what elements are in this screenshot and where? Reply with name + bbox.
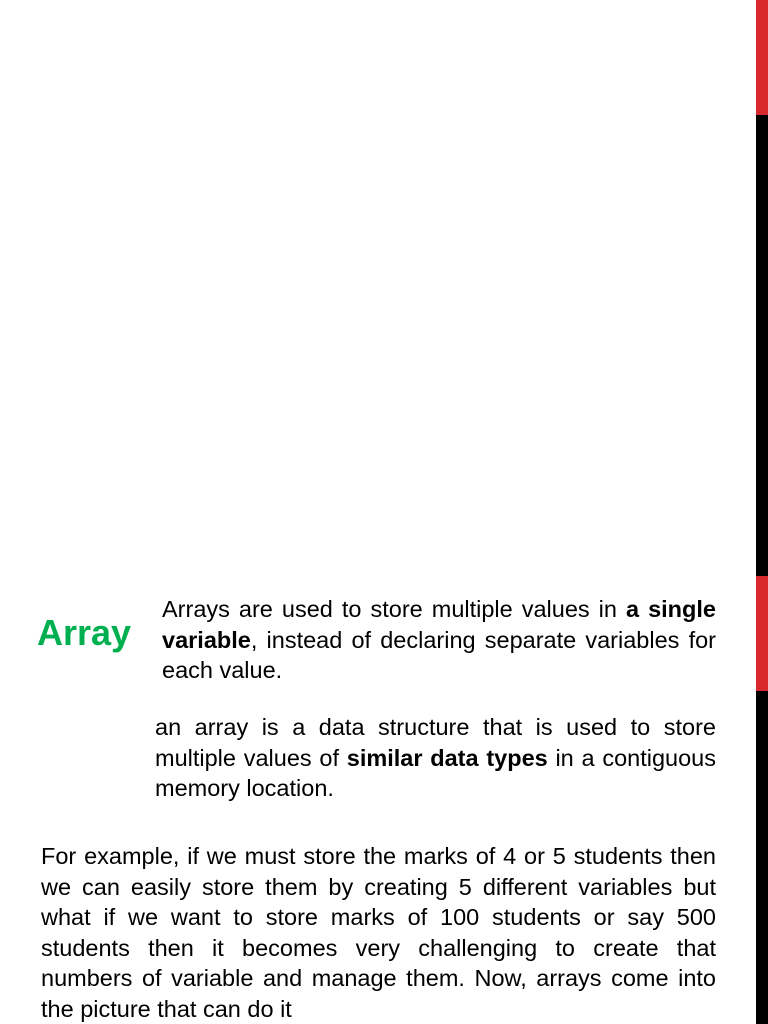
definition-paragraph-1 — [162, 594, 716, 686]
edge-bar-red-middle — [756, 576, 768, 691]
definition-paragraph-2 — [155, 712, 716, 804]
edge-bar-black-lower — [756, 691, 768, 1024]
definition-1-bold-phrase: a single variable — [162, 596, 716, 653]
definition-2-text-after: in a contiguous memory location. — [155, 744, 716, 802]
example-paragraph: For example, if we must store the marks of 4 or 5 students then we can easily store them by creating 5 different variables but what if we want to store marks of 100 students or say 500 students then it becomes very challenging to create that numbers of variable and manage them. Now, arrays come into the picture that can do it — [41, 843, 716, 1022]
definition-2-text-before: an array is a data structure that is used to store multiple values of — [155, 714, 716, 771]
definition-1-text-after: , instead of declaring separate variables for each value. — [162, 626, 716, 684]
section-heading: Array — [37, 612, 132, 653]
edge-bar-red-top — [756, 0, 768, 115]
edge-bar-black-upper — [756, 115, 768, 576]
definition-2-bold-phrase: similar data types — [346, 744, 548, 771]
definition-1-text-before: Arrays are used to store multiple values in — [162, 596, 626, 622]
